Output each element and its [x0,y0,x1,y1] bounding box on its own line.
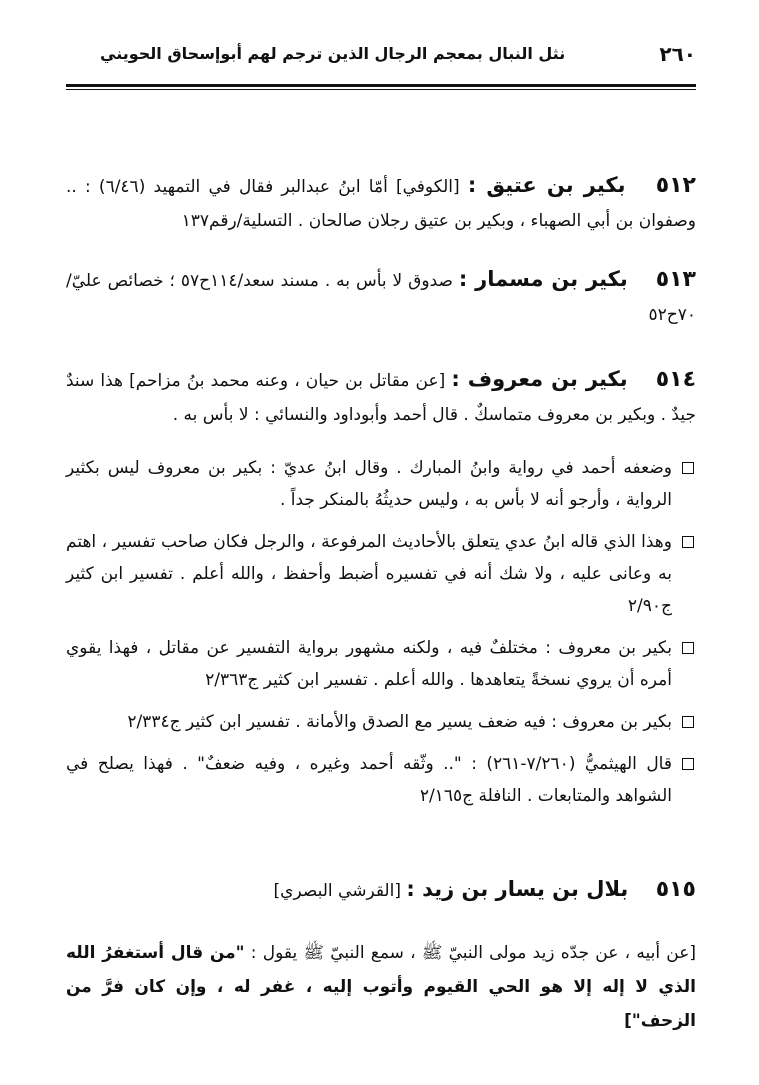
list-item-text: وضعفه أحمد في رواية وابنُ المبارك . وقال ابنُ عديّ : بكير بن معروف ليس بكثير الرواية ، وأرجو أنه لا بأس به ، وليس حديثُهُ بالمنكر جداً . [66,458,672,510]
list-item-text: بكير بن معروف : فيه ضعف يسير مع الصدق والأمانة . تفسير ابن كثير ج٢/٣٣٤ [127,712,672,732]
hadith-text [66,936,696,1038]
hadith-quote: "من قال أستغفرُ الله الذي لا إله إلا هو الحي القيوم وأتوب إليه ، غفر له ، وإن كان فرَّ من الزحف"] [66,943,696,1031]
narrator-name: بكير بن عتيق : [467,173,626,197]
header-rule-thick [66,84,696,87]
square-bullet-icon [682,642,694,654]
entry-515 [66,872,696,908]
list-item [66,526,696,622]
entry-number: ٥١٤ [655,367,697,392]
entry-number: ٥١٢ [655,173,696,198]
list-item-text: قال الهيثميُّ (٧/٢٦٠-٢٦١) : ".. وثّقه أحمد وغيره ، وفيه ضعفٌ" . فهذا يصلح في الشواهد والمتابعات . النافلة ج٢/١٦٥ [66,754,672,806]
entry-text: [عن مقاتل بن حيان ، وعنه محمد بنُ مزاحم] هذا سندٌ جيدٌ . وبكير بن معروف متماسكٌ . قال أحمد وأبوداود والنسائي : لا بأس به . [66,371,696,425]
running-title: نثل النبال بمعجم الرجال الذين ترجم لهم أبوإسحاق الحويني [100,44,566,63]
narrator-name: بكير بن مسمار : [458,267,628,291]
entry-514 [66,362,696,432]
list-item [66,706,696,738]
list-item [66,632,696,696]
header-rule-thin [66,89,696,90]
entry-text: صدوق لا بأس به . مسند سعد/١١٤ح٥٧ ؛ خصائص عليّ/٧٠ح٥٢ [66,271,696,325]
entry-text: [الكوفي] أمّا ابنُ عبدالبر فقال في التمهيد (٦/٤٦) : .. وصفوان بن أبي الصهباء ، وبكير بن عتيق رجلان صالحان . التسلية/رقم١٣٧ [66,177,696,231]
list-item-text: بكير بن معروف : مختلفٌ فيه ، ولكنه مشهور برواية التفسير عن مقاتل ، فهذا يقوي أمره أن يروي نسخةً يتعاهدها . والله أعلم . تفسير ابن كثير ج٢/٣٦٣ [66,638,672,690]
page-number: ٢٦٠ [659,42,696,66]
entry-number: ٥١٥ [655,877,696,902]
commentary-list [66,452,696,822]
square-bullet-icon [682,462,694,474]
narrator-name: بلال بن يسار بن زيد : [406,877,629,901]
entry-513 [66,262,696,332]
list-item [66,748,696,812]
page-header [66,42,696,78]
entry-number: ٥١٣ [655,267,696,292]
hadith-intro: [عن أبيه ، عن جدّه زيد مولى النبيّ ﷺ ، سمع النبيّ ﷺ يقول : [250,943,696,963]
narrator-name: بكير بن معروف : [451,367,628,391]
entry-text: [القرشي البصري] [273,881,401,901]
square-bullet-icon [682,536,694,548]
entry-512 [66,168,696,238]
list-item-text: وهذا الذي قاله ابنُ عدي يتعلق بالأحاديث المرفوعة ، والرجل فكان صاحب تفسير ، اهتم به وعانى عليه ، ولا شك أنه في تفسيره أضبط وأحفظ ، والله أعلم . تفسير ابن كثير ج٢/٩٠ [66,532,672,616]
list-item [66,452,696,516]
square-bullet-icon [682,758,694,770]
square-bullet-icon [682,716,694,728]
